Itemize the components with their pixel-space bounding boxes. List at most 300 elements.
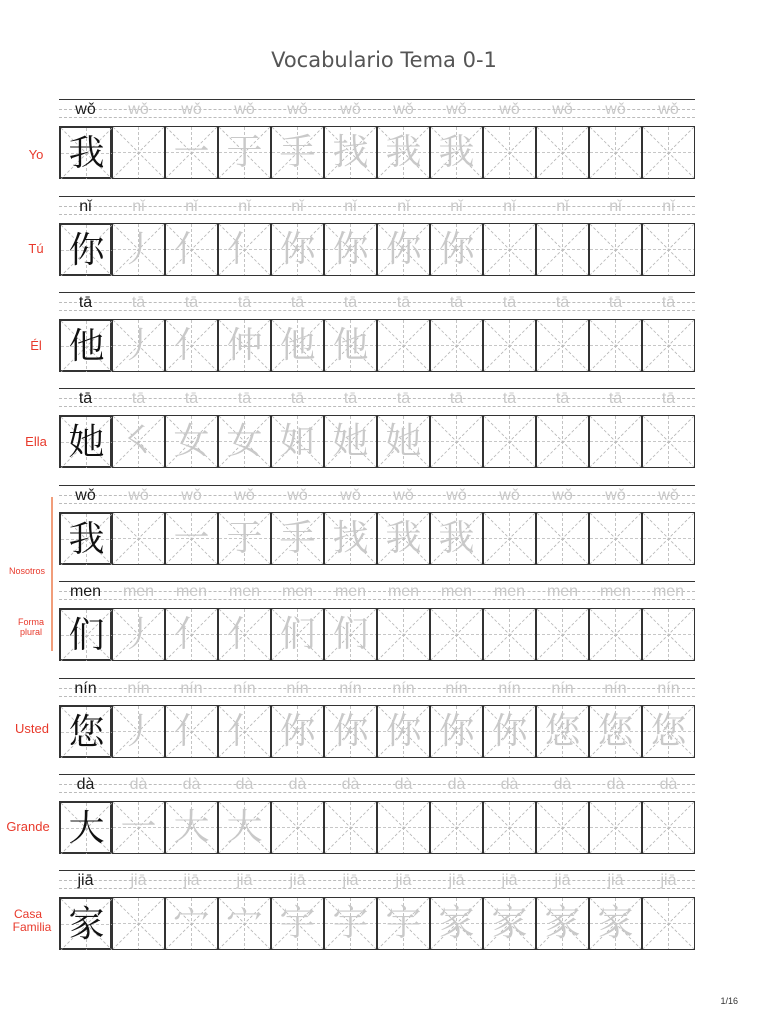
trace-character <box>378 802 429 853</box>
trace-character: 他 <box>332 325 369 366</box>
model-cell <box>59 705 112 758</box>
practice-cell[interactable] <box>430 319 483 372</box>
pinyin-trace: men <box>599 583 632 600</box>
practice-cell[interactable] <box>536 126 589 179</box>
pinyin-trace: tā <box>555 390 570 407</box>
pinyin-guide-line <box>59 99 695 100</box>
trace-character: 家 <box>438 903 475 944</box>
trace-character <box>590 416 641 467</box>
trace-character: 你 <box>332 229 369 270</box>
pinyin-trace: nín <box>339 680 362 697</box>
practice-cell[interactable] <box>430 705 483 758</box>
pinyin-trace: wǒ <box>234 487 255 504</box>
practice-cell[interactable] <box>324 223 377 276</box>
trace-character: 我 <box>385 132 422 173</box>
practice-cell[interactable] <box>483 126 536 179</box>
pinyin-baseline <box>59 608 695 609</box>
pinyin-trace: men <box>493 583 526 600</box>
pinyin-trace: tā <box>396 294 411 311</box>
trace-character: 亻 <box>173 325 210 366</box>
pinyin-trace: nín <box>392 680 415 697</box>
pinyin-trace: jiā <box>342 872 359 889</box>
trace-character: 丿 <box>120 325 157 366</box>
trace-character: 家 <box>491 903 528 944</box>
pinyin-model: nín <box>74 680 97 697</box>
trace-character <box>113 513 164 564</box>
practice-cell[interactable] <box>377 608 430 661</box>
pinyin-trace: tā <box>343 294 358 311</box>
pinyin-trace: jiā <box>183 872 200 889</box>
trace-character: 亻 <box>226 711 263 752</box>
pinyin-trace: nǐ <box>503 198 516 215</box>
practice-cell[interactable] <box>642 705 695 758</box>
pinyin-trace: wǒ <box>605 101 626 118</box>
practice-cell[interactable] <box>324 415 377 468</box>
practice-row <box>59 290 695 388</box>
pinyin-trace: tā <box>237 390 252 407</box>
pinyin-trace: jiā <box>236 872 253 889</box>
pinyin-trace: jiā <box>289 872 306 889</box>
pinyin-model: dà <box>76 776 95 793</box>
practice-cell[interactable] <box>324 126 377 179</box>
trace-character <box>590 320 641 371</box>
pinyin-trace: tā <box>608 294 623 311</box>
pinyin-trace: tā <box>184 390 199 407</box>
pinyin-trace: men <box>387 583 420 600</box>
trace-character <box>484 320 535 371</box>
practice-cell[interactable] <box>271 126 324 179</box>
practice-cell[interactable] <box>218 705 271 758</box>
pinyin-trace: wǒ <box>446 101 467 118</box>
practice-cell[interactable] <box>271 705 324 758</box>
pinyin-trace: wǒ <box>393 487 414 504</box>
row-label-casa: Casa <box>13 907 42 921</box>
practice-cell[interactable] <box>536 512 589 565</box>
practice-row <box>59 194 695 292</box>
practice-cell[interactable] <box>536 801 589 854</box>
pinyin-trace: nǐ <box>344 198 357 215</box>
practice-cell[interactable] <box>430 223 483 276</box>
trace-character: 她 <box>385 421 422 462</box>
pinyin-trace: dà <box>447 776 466 793</box>
pinyin-trace: dà <box>341 776 360 793</box>
pinyin-trace: tā <box>661 390 676 407</box>
pinyin-trace: wǒ <box>340 101 361 118</box>
pinyin-trace: tā <box>343 390 358 407</box>
pinyin-trace: tā <box>449 294 464 311</box>
practice-cell[interactable] <box>430 801 483 854</box>
trace-character: 一 <box>173 132 210 173</box>
trace-character <box>431 320 482 371</box>
trace-character: 丿 <box>120 229 157 270</box>
pinyin-trace: jiā <box>395 872 412 889</box>
model-cell <box>59 801 112 854</box>
pinyin-trace: dà <box>659 776 678 793</box>
practice-cell[interactable] <box>483 319 536 372</box>
trace-character: 我 <box>438 518 475 559</box>
pinyin-guide-line <box>59 292 695 293</box>
practice-cell[interactable] <box>589 897 642 950</box>
trace-character: 家 <box>544 903 581 944</box>
practice-cell[interactable] <box>589 801 642 854</box>
practice-cell[interactable] <box>377 705 430 758</box>
practice-cell[interactable] <box>589 415 642 468</box>
pinyin-guide-line <box>59 581 695 582</box>
trace-character <box>643 224 694 275</box>
practice-cell[interactable] <box>642 126 695 179</box>
pinyin-trace: men <box>281 583 314 600</box>
practice-cell[interactable] <box>218 415 271 468</box>
trace-character <box>325 802 376 853</box>
model-character: 我 <box>68 133 105 174</box>
trace-character: 你 <box>385 229 422 270</box>
trace-character: 大 <box>173 807 210 848</box>
character-cells <box>59 705 695 758</box>
practice-cell[interactable] <box>165 705 218 758</box>
practice-cell[interactable] <box>377 512 430 565</box>
pinyin-trace: nǐ <box>238 198 251 215</box>
pinyin-guide-line <box>59 388 695 389</box>
trace-character <box>590 609 641 660</box>
trace-character <box>537 127 588 178</box>
practice-row <box>59 868 695 966</box>
trace-character: 丿 <box>120 711 157 752</box>
practice-cell[interactable] <box>112 897 165 950</box>
row-label-tu: Tú <box>28 241 44 256</box>
character-cells <box>59 415 695 468</box>
pinyin-guide-line <box>59 774 695 775</box>
trace-character <box>484 127 535 178</box>
pinyin-trace: nín <box>445 680 468 697</box>
practice-cell[interactable] <box>536 415 589 468</box>
pinyin-trace: tā <box>131 390 146 407</box>
trace-character <box>378 320 429 371</box>
pinyin-trace: tā <box>502 390 517 407</box>
trace-character: 手 <box>279 518 316 559</box>
pinyin-trace: wǒ <box>181 101 202 118</box>
trace-character: 亻 <box>173 614 210 655</box>
practice-cell[interactable] <box>112 512 165 565</box>
trace-character: 女 <box>173 421 210 462</box>
practice-cell[interactable] <box>112 705 165 758</box>
pinyin-model: tā <box>78 294 93 311</box>
trace-character: 手 <box>279 132 316 173</box>
practice-cell[interactable] <box>165 608 218 661</box>
practice-cell[interactable] <box>642 223 695 276</box>
practice-cell[interactable] <box>589 512 642 565</box>
practice-cell[interactable] <box>483 608 536 661</box>
practice-cell[interactable] <box>377 801 430 854</box>
pinyin-trace: jiā <box>448 872 465 889</box>
character-cells <box>59 512 695 565</box>
practice-cell[interactable] <box>112 319 165 372</box>
trace-character <box>484 513 535 564</box>
character-cells <box>59 608 695 661</box>
trace-character: 于 <box>226 132 263 173</box>
row-label-grande: Grande <box>6 819 50 834</box>
practice-cell[interactable] <box>642 897 695 950</box>
pinyin-model: wǒ <box>75 101 96 118</box>
trace-character <box>537 320 588 371</box>
pinyin-trace: nǐ <box>397 198 410 215</box>
practice-cell[interactable] <box>112 608 165 661</box>
trace-character <box>113 898 164 949</box>
practice-cell[interactable] <box>165 512 218 565</box>
practice-cell[interactable] <box>642 801 695 854</box>
practice-cell[interactable] <box>324 897 377 950</box>
practice-cell[interactable] <box>112 415 165 468</box>
trace-character <box>113 127 164 178</box>
practice-cell[interactable] <box>536 319 589 372</box>
page-title: Vocabulario Tema 0-1 <box>271 48 497 72</box>
practice-cell[interactable] <box>218 126 271 179</box>
model-cell <box>59 223 112 276</box>
trace-character: 家 <box>597 903 634 944</box>
practice-cell[interactable] <box>218 319 271 372</box>
row-label-plural: plural <box>19 627 42 637</box>
practice-cell[interactable] <box>483 415 536 468</box>
model-character: 大 <box>68 808 105 849</box>
trace-character <box>537 224 588 275</box>
trace-character <box>431 609 482 660</box>
practice-row <box>59 386 695 484</box>
trace-character: 宀 <box>226 903 263 944</box>
trace-character <box>484 416 535 467</box>
pinyin-trace: dà <box>235 776 254 793</box>
pinyin-trace: tā <box>555 294 570 311</box>
pinyin-trace: wǒ <box>658 487 679 504</box>
pinyin-trace: wǒ <box>287 101 308 118</box>
practice-cell[interactable] <box>271 512 324 565</box>
pinyin-trace: men <box>175 583 208 600</box>
trace-character: 宇 <box>385 903 422 944</box>
trace-character: 宀 <box>173 903 210 944</box>
practice-cell[interactable] <box>377 415 430 468</box>
practice-cell[interactable] <box>218 801 271 854</box>
pinyin-trace: tā <box>502 294 517 311</box>
row-label-forma: Forma <box>17 617 44 627</box>
trace-character <box>378 609 429 660</box>
practice-cell[interactable] <box>165 126 218 179</box>
practice-cell[interactable] <box>165 223 218 276</box>
character-cells <box>59 897 695 950</box>
pinyin-guide-line <box>59 678 695 679</box>
trace-character: 一 <box>173 518 210 559</box>
trace-character <box>643 320 694 371</box>
pinyin-trace: nín <box>551 680 574 697</box>
trace-character <box>590 127 641 178</box>
page-number: 1/16 <box>720 996 738 1006</box>
pinyin-trace: men <box>546 583 579 600</box>
pinyin-trace: nǐ <box>556 198 569 215</box>
practice-row <box>59 772 695 870</box>
pinyin-trace: men <box>652 583 685 600</box>
pinyin-trace: wǒ <box>340 487 361 504</box>
trace-character: 女 <box>226 421 263 462</box>
trace-character: 亻 <box>226 229 263 270</box>
pinyin-guide-line <box>59 870 695 871</box>
trace-character <box>590 802 641 853</box>
trace-character <box>484 609 535 660</box>
pinyin-trace: jiā <box>554 872 571 889</box>
pinyin-trace: tā <box>131 294 146 311</box>
practice-cell[interactable] <box>642 415 695 468</box>
practice-cell[interactable] <box>324 512 377 565</box>
trace-character: 们 <box>332 614 369 655</box>
row-label-yo: Yo <box>28 147 44 162</box>
practice-cell[interactable] <box>271 319 324 372</box>
pinyin-trace: dà <box>606 776 625 793</box>
trace-character: 你 <box>332 711 369 752</box>
practice-cell[interactable] <box>165 897 218 950</box>
trace-character <box>643 416 694 467</box>
practice-cell[interactable] <box>483 801 536 854</box>
practice-cell[interactable] <box>430 126 483 179</box>
trace-character <box>590 224 641 275</box>
practice-row <box>59 676 695 774</box>
practice-cell[interactable] <box>165 415 218 468</box>
pinyin-trace: dà <box>553 776 572 793</box>
pinyin-trace: nǐ <box>132 198 145 215</box>
practice-cell[interactable] <box>271 608 324 661</box>
trace-character: 于 <box>226 518 263 559</box>
pinyin-trace: nǐ <box>185 198 198 215</box>
pinyin-trace: men <box>228 583 261 600</box>
practice-cell[interactable] <box>377 319 430 372</box>
trace-character <box>643 513 694 564</box>
pinyin-trace: jiā <box>607 872 624 889</box>
practice-cell[interactable] <box>536 897 589 950</box>
practice-cell[interactable] <box>271 897 324 950</box>
practice-cell[interactable] <box>642 512 695 565</box>
practice-cell[interactable] <box>377 897 430 950</box>
practice-cell[interactable] <box>589 126 642 179</box>
pinyin-trace: wǒ <box>128 487 149 504</box>
practice-cell[interactable] <box>377 223 430 276</box>
model-cell <box>59 897 112 950</box>
pinyin-trace: men <box>440 583 473 600</box>
trace-character <box>431 416 482 467</box>
practice-cell[interactable] <box>483 512 536 565</box>
model-character: 她 <box>68 422 105 463</box>
pinyin-trace: nín <box>498 680 521 697</box>
practice-cell[interactable] <box>112 223 165 276</box>
practice-row <box>59 97 695 195</box>
practice-cell[interactable] <box>430 608 483 661</box>
trace-character <box>590 513 641 564</box>
practice-cell[interactable] <box>218 512 271 565</box>
practice-cell[interactable] <box>218 608 271 661</box>
practice-cell[interactable] <box>536 223 589 276</box>
pinyin-trace: jiā <box>501 872 518 889</box>
character-cells <box>59 319 695 372</box>
practice-cell[interactable] <box>218 897 271 950</box>
trace-character <box>643 802 694 853</box>
model-character: 您 <box>68 712 105 753</box>
trace-character <box>484 224 535 275</box>
pinyin-baseline <box>59 126 695 127</box>
pinyin-baseline <box>59 705 695 706</box>
practice-cell[interactable] <box>112 801 165 854</box>
practice-cell[interactable] <box>589 705 642 758</box>
practice-cell[interactable] <box>112 126 165 179</box>
trace-character: 您 <box>544 711 581 752</box>
character-cells <box>59 801 695 854</box>
pinyin-trace: tā <box>449 390 464 407</box>
pinyin-trace: tā <box>661 294 676 311</box>
practice-cell[interactable] <box>642 608 695 661</box>
trace-character: 亻 <box>173 229 210 270</box>
practice-cell[interactable] <box>430 897 483 950</box>
practice-cell[interactable] <box>536 608 589 661</box>
practice-cell[interactable] <box>430 415 483 468</box>
trace-character: 宇 <box>279 903 316 944</box>
pinyin-trace: dà <box>394 776 413 793</box>
model-cell <box>59 319 112 372</box>
group-bracket <box>51 497 53 651</box>
trace-character: 您 <box>650 711 687 752</box>
pinyin-model: tā <box>78 390 93 407</box>
trace-character: 如 <box>279 421 316 462</box>
practice-cell[interactable] <box>377 126 430 179</box>
practice-cell[interactable] <box>218 223 271 276</box>
practice-cell[interactable] <box>430 512 483 565</box>
trace-character: 我 <box>385 518 422 559</box>
pinyin-trace: tā <box>608 390 623 407</box>
practice-cell[interactable] <box>589 319 642 372</box>
practice-cell[interactable] <box>271 801 324 854</box>
pinyin-baseline <box>59 801 695 802</box>
practice-cell[interactable] <box>483 223 536 276</box>
practice-cell[interactable] <box>271 223 324 276</box>
pinyin-model: jiā <box>77 872 94 889</box>
pinyin-trace: dà <box>500 776 519 793</box>
practice-cell[interactable] <box>324 608 377 661</box>
trace-character <box>431 802 482 853</box>
row-label-ella: Ella <box>25 434 47 449</box>
practice-cell[interactable] <box>536 705 589 758</box>
practice-cell[interactable] <box>642 319 695 372</box>
pinyin-trace: wǒ <box>446 487 467 504</box>
pinyin-trace: wǒ <box>393 101 414 118</box>
pinyin-trace: dà <box>182 776 201 793</box>
practice-cell[interactable] <box>324 801 377 854</box>
practice-cell[interactable] <box>324 319 377 372</box>
practice-cell[interactable] <box>483 897 536 950</box>
practice-cell[interactable] <box>589 608 642 661</box>
pinyin-guide-line <box>59 485 695 486</box>
practice-cell[interactable] <box>165 801 218 854</box>
pinyin-trace: tā <box>290 294 305 311</box>
practice-cell[interactable] <box>589 223 642 276</box>
pinyin-baseline <box>59 897 695 898</box>
model-character: 家 <box>68 904 105 945</box>
pinyin-trace: wǒ <box>499 487 520 504</box>
row-label-familia: Familia <box>12 920 52 934</box>
practice-cell[interactable] <box>324 705 377 758</box>
trace-character: 你 <box>385 711 422 752</box>
model-cell <box>59 512 112 565</box>
model-cell <box>59 126 112 179</box>
practice-cell[interactable] <box>483 705 536 758</box>
practice-row <box>59 483 695 581</box>
practice-cell[interactable] <box>165 319 218 372</box>
model-character: 你 <box>68 230 105 271</box>
pinyin-trace: nín <box>180 680 203 697</box>
practice-cell[interactable] <box>271 415 324 468</box>
pinyin-trace: tā <box>396 390 411 407</box>
trace-character <box>537 609 588 660</box>
